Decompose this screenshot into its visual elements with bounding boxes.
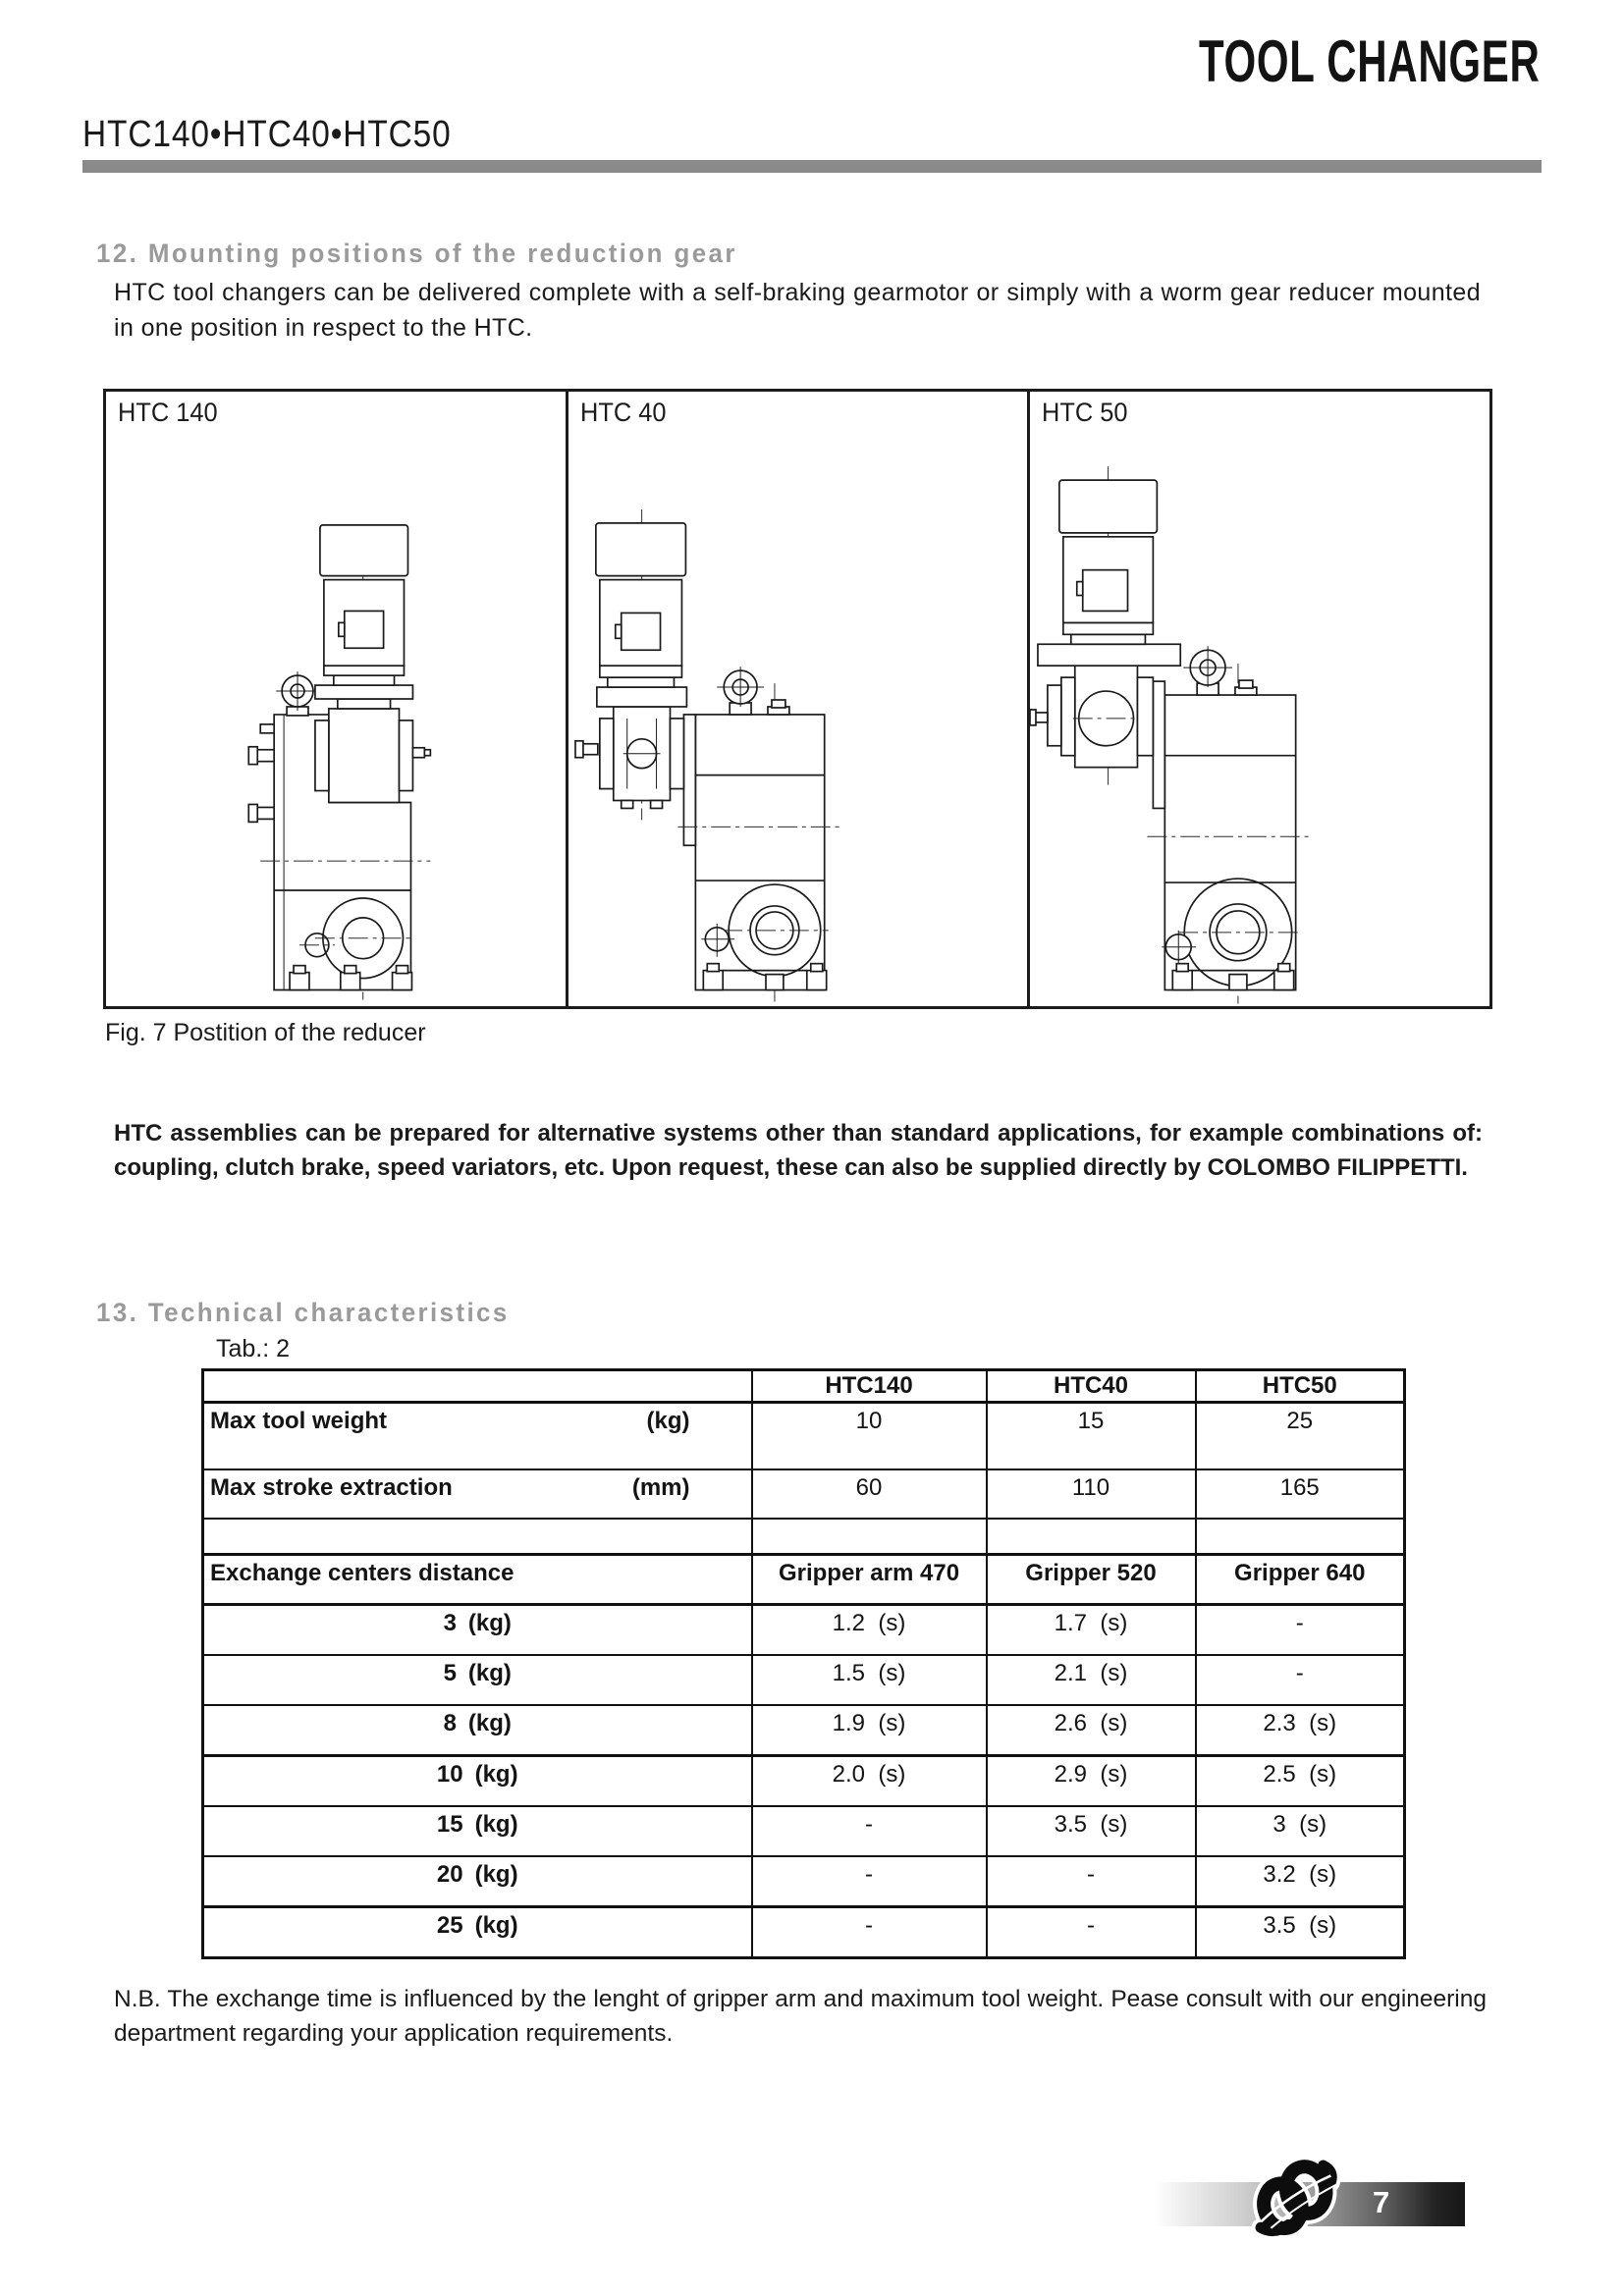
table-row (203, 1655, 1405, 1705)
time-value: - (1196, 1655, 1405, 1705)
time-value: - (752, 1856, 987, 1907)
time-value: 2.9 (s) (987, 1756, 1196, 1807)
time-value: 3.5 (s) (987, 1806, 1196, 1856)
spec-value: 10 (752, 1403, 987, 1470)
time-value: 3 (s) (1196, 1806, 1405, 1856)
figure-panel-htc50 (1030, 392, 1489, 1006)
header-rule (82, 160, 1542, 173)
gripper-column-header: Gripper 640 (1196, 1555, 1405, 1605)
table-row (203, 1370, 1405, 1403)
table-row (203, 1705, 1405, 1756)
time-value: 1.7 (s) (987, 1605, 1196, 1656)
weight-value: 10 (436, 1761, 463, 1788)
table-row (203, 1469, 1405, 1519)
weight-unit: (kg) (467, 1660, 512, 1686)
time-value: 3.5 (s) (1196, 1907, 1405, 1958)
table-row (203, 1555, 1405, 1605)
gripper-column-header: Gripper 520 (987, 1555, 1196, 1605)
figure-panel-label: HTC 40 (579, 398, 667, 427)
spec-value: 60 (752, 1469, 987, 1519)
column-header-htc50: HTC50 (1196, 1370, 1405, 1403)
figure-7-panels (103, 389, 1492, 1009)
weight-unit: (kg) (474, 1861, 518, 1888)
spec-unit: (mm) (631, 1474, 690, 1501)
gripper-column-header: Gripper arm 470 (752, 1555, 987, 1605)
weight-unit: (kg) (467, 1710, 512, 1736)
section-12-intro: HTC tool changers can be delivered complete with a self-braking gearmotor or simply with a worm gear reducer mounted in one position in respect to the HTC. (114, 279, 1481, 342)
htc140-reducer-drawing (106, 392, 566, 1006)
weight-value: 3 (443, 1610, 457, 1636)
weight-unit: (kg) (467, 1610, 512, 1636)
section-12-heading: 12. Mounting positions of the reduction gear (96, 239, 737, 268)
weight-value: 5 (443, 1660, 457, 1686)
table-row (203, 1856, 1405, 1907)
figure-panel-label: HTC 50 (1042, 398, 1128, 427)
weight-unit: (kg) (474, 1912, 518, 1939)
weight-value: 8 (443, 1710, 457, 1736)
figure-panel-htc140 (106, 392, 568, 1006)
spec-value: 15 (987, 1403, 1196, 1470)
spec-unit: (kg) (646, 1408, 690, 1434)
page-number: 7 (1373, 2185, 1390, 2219)
weight-value: 15 (436, 1811, 463, 1838)
table-row (203, 1756, 1405, 1807)
htc50-reducer-drawing (1030, 392, 1489, 1006)
weight-unit: (kg) (474, 1761, 518, 1788)
spec-value: 25 (1196, 1403, 1405, 1470)
time-value: 2.5 (s) (1196, 1756, 1405, 1807)
time-value: - (1196, 1605, 1405, 1656)
time-value: - (752, 1806, 987, 1856)
table-row (203, 1806, 1405, 1856)
spec-value: 110 (987, 1469, 1196, 1519)
column-header-htc40: HTC40 (987, 1370, 1196, 1403)
table-row (203, 1403, 1405, 1470)
time-value: 2.1 (s) (987, 1655, 1196, 1705)
time-value: 2.0 (s) (752, 1756, 987, 1807)
spec-label: Max stroke extraction (210, 1474, 453, 1501)
time-value: 2.3 (s) (1196, 1705, 1405, 1756)
section-12-note: HTC assemblies can be prepared for alternative systems other than standard applications, for example combinations of: coupling, clutch brake, speed variators, etc. Upon request, these can also be supplied directly by COLOMBO FILIPPETTI. (114, 1120, 1483, 1181)
table-spacer-row (203, 1519, 1405, 1555)
time-value: 3.2 (s) (1196, 1856, 1405, 1907)
table-row (203, 1605, 1405, 1656)
exchange-centers-label: Exchange centers distance (203, 1555, 752, 1605)
colombo-filippetti-logo-icon (1235, 2154, 1355, 2244)
figure-panel-label: HTC 140 (118, 398, 218, 427)
weight-value: 20 (436, 1861, 463, 1888)
section-13-heading: 13. Technical characteristics (96, 1298, 510, 1327)
technical-characteristics-table (201, 1368, 1406, 1959)
page-title: TOOL CHANGER (1198, 28, 1540, 94)
time-value: - (752, 1907, 987, 1958)
figure-panel-htc40 (568, 392, 1031, 1006)
time-value: 1.5 (s) (752, 1655, 987, 1705)
time-value: - (987, 1856, 1196, 1907)
weight-unit: (kg) (474, 1811, 518, 1838)
time-value: 2.6 (s) (987, 1705, 1196, 1756)
models-header: HTC140•HTC40•HTC50 (82, 114, 452, 155)
spec-label: Max tool weight (210, 1408, 387, 1434)
time-value: 1.2 (s) (752, 1605, 987, 1656)
table-row (203, 1907, 1405, 1958)
figure-caption: Fig. 7 Postition of the reducer (105, 1019, 426, 1046)
htc40-reducer-drawing (568, 392, 1028, 1006)
time-value: 1.9 (s) (752, 1705, 987, 1756)
time-value: - (987, 1907, 1196, 1958)
table-label: Tab.: 2 (216, 1335, 291, 1362)
spec-value: 165 (1196, 1469, 1405, 1519)
nb-note: N.B. The exchange time is influenced by the lenght of gripper arm and maximum tool weight. Pease consult with our engineering department regarding your application requirements. (114, 1986, 1487, 2047)
column-header-htc140: HTC140 (752, 1370, 987, 1403)
weight-value: 25 (436, 1912, 463, 1939)
